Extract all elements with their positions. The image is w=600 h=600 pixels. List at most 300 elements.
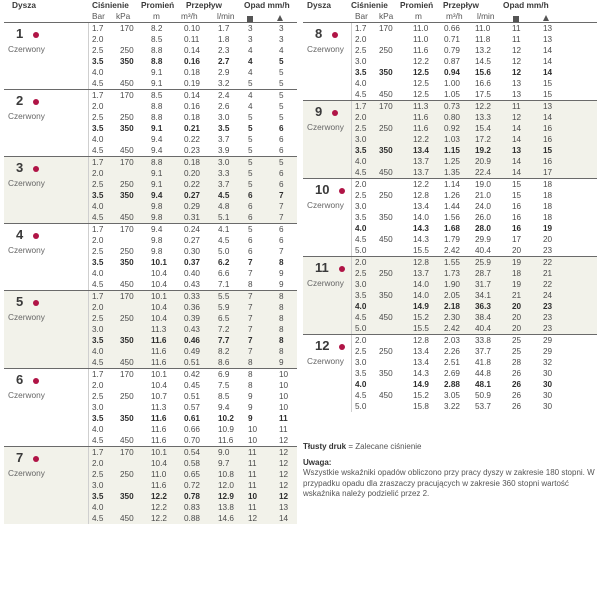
cell-m3h: 1.05 [444, 90, 460, 99]
cell-lmin: 2.3 [218, 46, 230, 55]
cell-lmin: 3.3 [218, 169, 230, 178]
cell-kpa: 350 [120, 492, 134, 501]
bold-legend [303, 442, 597, 453]
cell-sq: 25 [512, 336, 522, 345]
cell-m3h: 0.71 [444, 35, 460, 44]
cell-m3h: 0.22 [184, 180, 200, 189]
cell-kpa: 170 [120, 292, 134, 301]
nozzle-id: 11 [315, 260, 329, 275]
cell-m3h: 0.78 [184, 492, 200, 501]
table-row [303, 112, 597, 123]
cell-lmin: 6.9 [218, 370, 230, 379]
cell-sq: 11 [512, 35, 521, 44]
cell-kpa: 350 [379, 68, 393, 77]
cell-radius: 9.8 [151, 236, 163, 245]
cell-m3h: 0.57 [184, 403, 200, 412]
cell-bar: 3.5 [92, 258, 104, 267]
cell-m3h: 0.21 [184, 124, 200, 133]
cell-lmin: 34.1 [475, 291, 491, 300]
cell-kpa: 450 [120, 436, 134, 445]
cell-sq: 5 [248, 79, 253, 88]
cell-radius: 8.5 [151, 35, 163, 44]
cell-sq: 7 [248, 269, 253, 278]
cell-lmin: 36.3 [475, 302, 491, 311]
cell-sq: 4 [248, 68, 253, 77]
cell-lmin: 6.5 [218, 314, 230, 323]
cell-tri: 6 [279, 124, 284, 133]
header-nozzle-right: Dysza [307, 0, 331, 10]
cell-kpa: 250 [379, 124, 393, 133]
cell-sq: 13 [512, 79, 522, 88]
cell-lmin: 22.4 [475, 168, 491, 177]
cell-lmin: 44.8 [475, 369, 491, 378]
cell-radius: 15.2 [413, 391, 429, 400]
cell-m3h: 2.05 [444, 291, 460, 300]
cell-sq: 7 [248, 292, 253, 301]
cell-m3h: 1.79 [444, 235, 460, 244]
cell-m3h: 0.14 [184, 91, 200, 100]
cell-m3h: 2.51 [444, 358, 460, 367]
cell-lmin: 24.0 [475, 202, 491, 211]
cell-m3h: 2.18 [444, 302, 460, 311]
cell-bar: 2.5 [355, 347, 367, 356]
cell-radius: 11.6 [151, 336, 167, 345]
cell-bar: 2.0 [92, 35, 104, 44]
cell-tri: 30 [543, 391, 553, 400]
cell-tri: 16 [543, 157, 553, 166]
cell-bar: 1.7 [92, 225, 104, 234]
nozzle-color-label: Czerwony [8, 245, 45, 255]
cell-tri: 15 [543, 79, 553, 88]
cell-lmin: 8.6 [218, 358, 230, 367]
cell-bar: 4.0 [92, 68, 104, 77]
cell-radius: 11.6 [151, 425, 167, 434]
cell-radius: 10.1 [151, 370, 167, 379]
cell-lmin: 40.4 [475, 246, 491, 255]
cell-bar: 3.0 [92, 481, 104, 490]
cell-m3h: 0.87 [444, 57, 460, 66]
cell-bar: 1.7 [92, 158, 104, 167]
cell-tri: 5 [279, 68, 284, 77]
cell-bar: 4.0 [355, 302, 367, 311]
cell-radius: 11.6 [413, 46, 429, 55]
cell-bar: 3.0 [355, 57, 367, 66]
table-row [303, 368, 597, 379]
cell-sq: 14 [512, 157, 522, 166]
header-row-main-right [303, 0, 597, 11]
cell-bar: 3.0 [92, 403, 104, 412]
cell-tri: 23 [543, 313, 553, 322]
cell-tri: 4 [279, 46, 284, 55]
table-row [303, 279, 597, 290]
cell-tri: 5 [279, 102, 284, 111]
cell-radius: 13.4 [413, 358, 429, 367]
cell-radius: 8.8 [151, 158, 163, 167]
cell-kpa: 250 [379, 269, 393, 278]
cell-bar: 4.5 [92, 79, 104, 88]
cell-radius: 9.1 [151, 169, 163, 178]
cell-m3h: 1.44 [444, 202, 460, 211]
table-row [303, 56, 597, 67]
cell-m3h: 0.27 [184, 236, 200, 245]
cell-kpa: 350 [120, 57, 134, 66]
nozzle-id: 7 [16, 450, 24, 465]
cell-tri: 18 [543, 180, 553, 189]
cell-radius: 14.0 [413, 291, 429, 300]
cell-tri: 13 [543, 102, 553, 111]
table-row [4, 324, 297, 335]
cell-bar: 4.0 [355, 157, 367, 166]
cell-bar: 2.0 [92, 459, 104, 468]
table-row [4, 424, 297, 435]
table-row [303, 357, 597, 368]
cell-bar: 4.5 [92, 358, 104, 367]
table-row [303, 34, 597, 45]
nozzle-color-label: Czerwony [307, 278, 344, 288]
unit-m: m [153, 11, 160, 21]
cell-tri: 6 [279, 180, 284, 189]
cell-bar: 2.0 [92, 236, 104, 245]
cell-radius: 12.8 [413, 258, 429, 267]
cell-bar: 5.0 [355, 324, 367, 333]
cell-tri: 23 [543, 302, 553, 311]
cell-bar: 4.5 [92, 146, 104, 155]
header-radius-right: Promień [400, 0, 434, 10]
cell-m3h: 1.73 [444, 269, 460, 278]
cell-sq: 5 [248, 169, 253, 178]
cell-m3h: 0.18 [184, 68, 200, 77]
cell-lmin: 6.6 [218, 269, 230, 278]
cell-kpa: 450 [379, 235, 393, 244]
table-row [4, 302, 297, 313]
cell-tri: 13 [279, 503, 289, 512]
table-row [4, 502, 297, 513]
cell-tri: 12 [279, 481, 289, 490]
nozzle-id: 8 [315, 26, 323, 41]
cell-lmin: 12.9 [218, 492, 234, 501]
table-row [4, 335, 297, 346]
cell-sq: 6 [248, 202, 253, 211]
cell-kpa: 450 [379, 168, 393, 177]
cell-m3h: 0.30 [184, 247, 200, 256]
table-row [303, 245, 597, 256]
table-row [4, 469, 297, 480]
cell-bar: 3.0 [92, 325, 104, 334]
cell-m3h: 1.68 [444, 224, 460, 233]
cell-tri: 11 [279, 414, 288, 423]
cell-radius: 9.4 [151, 135, 163, 144]
cell-kpa: 350 [120, 124, 134, 133]
table-row [303, 101, 597, 112]
table-row [4, 123, 297, 134]
cell-tri: 20 [543, 235, 553, 244]
cell-lmin: 13.8 [218, 503, 234, 512]
cell-kpa: 350 [379, 213, 393, 222]
cell-m3h: 0.65 [184, 470, 200, 479]
cell-lmin: 5.9 [218, 303, 230, 312]
cell-tri: 29 [543, 347, 553, 356]
cell-lmin: 3.9 [218, 146, 230, 155]
cell-tri: 16 [543, 135, 553, 144]
cell-lmin: 53.7 [475, 402, 491, 411]
cell-radius: 12.5 [413, 68, 429, 77]
cell-tri: 8 [279, 303, 284, 312]
unit-kpa-right: kPa [379, 11, 394, 21]
cell-sq: 8 [248, 280, 253, 289]
table-row [303, 346, 597, 357]
cell-sq: 13 [512, 146, 522, 155]
nozzle-group-2 [4, 89, 297, 156]
cell-m3h: 1.90 [444, 280, 460, 289]
cell-bar: 2.0 [92, 303, 104, 312]
header-row-main [4, 0, 297, 11]
table-row [303, 257, 597, 268]
cell-radius: 9.8 [151, 202, 163, 211]
cell-radius: 10.4 [151, 303, 167, 312]
unit-bar-right: Bar [355, 11, 368, 21]
cell-m3h: 0.72 [184, 481, 200, 490]
table-row [4, 235, 297, 246]
cell-bar: 4.5 [92, 514, 104, 523]
cell-tri: 12 [279, 492, 289, 501]
cell-lmin: 11.6 [218, 436, 234, 445]
cell-bar: 4.5 [355, 90, 367, 99]
cell-radius: 9.8 [151, 247, 163, 256]
cell-bar: 1.7 [355, 24, 367, 33]
cell-m3h: 0.10 [184, 24, 200, 33]
nozzle-group-1 [4, 22, 297, 89]
cell-lmin: 28.7 [475, 269, 491, 278]
cell-bar: 2.5 [92, 314, 104, 323]
cell-m3h: 1.26 [444, 191, 460, 200]
cell-m3h: 2.69 [444, 369, 460, 378]
cell-m3h: 0.80 [444, 113, 460, 122]
cell-tri: 18 [543, 191, 553, 200]
cell-lmin: 50.9 [475, 391, 491, 400]
nozzle-id: 12 [315, 338, 330, 353]
cell-bar: 2.0 [92, 102, 104, 111]
cell-m3h: 0.79 [444, 46, 460, 55]
cell-tri: 7 [279, 213, 284, 222]
table-row [4, 34, 297, 45]
cell-lmin: 25.9 [475, 258, 491, 267]
cell-sq: 11 [512, 24, 521, 33]
cell-radius: 13.4 [413, 202, 429, 211]
cell-lmin: 11.8 [475, 35, 491, 44]
cell-bar: 4.0 [92, 269, 104, 278]
table-row [303, 379, 597, 390]
cell-m3h: 0.16 [184, 102, 200, 111]
cell-radius: 11.3 [151, 325, 167, 334]
cell-lmin: 28.0 [475, 224, 491, 233]
cell-radius: 13.4 [413, 146, 429, 155]
cell-m3h: 0.43 [184, 325, 200, 334]
table-row [303, 78, 597, 89]
cell-lmin: 16.6 [475, 79, 491, 88]
cell-radius: 12.2 [151, 503, 167, 512]
cell-sq: 11 [248, 481, 257, 490]
cell-tri: 30 [543, 380, 553, 389]
table-row [4, 101, 297, 112]
cell-bar: 5.0 [355, 246, 367, 255]
cell-lmin: 2.7 [218, 57, 230, 66]
cell-kpa: 450 [120, 79, 134, 88]
cell-radius: 12.2 [413, 180, 429, 189]
nozzle-id: 5 [16, 294, 24, 309]
cell-sq: 7 [248, 258, 253, 267]
cell-bar: 3.5 [92, 414, 104, 423]
cell-tri: 8 [279, 292, 284, 301]
cell-m3h: 0.40 [184, 269, 200, 278]
cell-kpa: 450 [379, 391, 393, 400]
cell-m3h: 1.35 [444, 168, 460, 177]
cell-lmin: 20.9 [475, 157, 491, 166]
cell-sq: 7 [248, 325, 253, 334]
header-pressure-right: Ciśnienie [351, 0, 388, 10]
cell-lmin: 9.4 [218, 403, 230, 412]
table-row [4, 402, 297, 413]
cell-m3h: 0.70 [184, 436, 200, 445]
cell-lmin: 3.0 [218, 113, 230, 122]
cell-tri: 5 [279, 57, 284, 66]
cell-sq: 12 [512, 68, 522, 77]
cell-tri: 12 [279, 448, 289, 457]
table-row [4, 357, 297, 368]
table-row [4, 78, 297, 89]
cell-radius: 13.7 [413, 157, 429, 166]
cell-tri: 10 [279, 370, 289, 379]
cell-m3h: 2.42 [444, 324, 460, 333]
cell-kpa: 450 [379, 313, 393, 322]
cell-bar: 3.5 [355, 369, 367, 378]
cell-sq: 16 [512, 213, 522, 222]
cell-lmin: 15.4 [475, 124, 491, 133]
cell-lmin: 29.9 [475, 235, 491, 244]
cell-tri: 7 [279, 202, 284, 211]
cell-m3h: 1.25 [444, 157, 460, 166]
cell-lmin: 31.7 [475, 280, 491, 289]
cell-tri: 10 [279, 403, 289, 412]
cell-tri: 13 [543, 35, 553, 44]
cell-tri: 23 [543, 246, 553, 255]
table-row [4, 23, 297, 34]
nozzle-id: 4 [16, 227, 24, 242]
nozzle-id: 3 [16, 160, 24, 175]
table-row [4, 279, 297, 290]
cell-lmin: 2.4 [218, 91, 230, 100]
cell-kpa: 250 [120, 247, 134, 256]
cell-m3h: 0.19 [184, 79, 200, 88]
table-row [4, 112, 297, 123]
cell-sq: 20 [512, 313, 522, 322]
cell-sq: 7 [248, 314, 253, 323]
cell-sq: 20 [512, 246, 522, 255]
table-row [4, 413, 297, 424]
table-row [303, 290, 597, 301]
cell-bar: 2.5 [355, 46, 367, 55]
cell-lmin: 14.5 [475, 57, 491, 66]
nozzle-group-9 [303, 100, 597, 178]
cell-kpa: 450 [120, 146, 134, 155]
cell-sq: 5 [248, 135, 253, 144]
cell-bar: 3.5 [92, 336, 104, 345]
cell-tri: 10 [279, 392, 289, 401]
cell-bar: 4.0 [355, 224, 367, 233]
cell-bar: 2.5 [355, 124, 367, 133]
cell-sq: 4 [248, 91, 253, 100]
nozzle-color-label: Czerwony [8, 390, 45, 400]
table-row [303, 23, 597, 34]
nozzle-group-12 [303, 334, 597, 412]
table-row [303, 390, 597, 401]
unit-kpa: kPa [116, 11, 131, 21]
cell-bar: 4.0 [92, 347, 104, 356]
nozzle-group-10 [303, 178, 597, 256]
cell-bar: 4.5 [355, 313, 367, 322]
cell-tri: 6 [279, 169, 284, 178]
cell-m3h: 3.05 [444, 391, 460, 400]
cell-bar: 5.0 [355, 402, 367, 411]
cell-radius: 10.4 [151, 381, 167, 390]
cell-kpa: 450 [120, 514, 134, 523]
table-row [4, 157, 297, 168]
table-row [4, 145, 297, 156]
cell-tri: 5 [279, 79, 284, 88]
cell-lmin: 3.7 [218, 135, 230, 144]
cell-kpa: 170 [379, 24, 393, 33]
cell-m3h: 0.58 [184, 459, 200, 468]
cell-m3h: 0.27 [184, 191, 200, 200]
table-row [4, 90, 297, 101]
unit-m3h: m³/h [181, 11, 198, 21]
cell-tri: 13 [543, 24, 553, 33]
cell-kpa: 250 [120, 113, 134, 122]
cell-lmin: 9.0 [218, 448, 230, 457]
cell-radius: 15.8 [413, 402, 429, 411]
cell-radius: 11.6 [413, 124, 429, 133]
nozzle-id: 1 [16, 26, 24, 41]
table-row [303, 201, 597, 212]
cell-tri: 12 [279, 436, 289, 445]
cell-bar: 2.5 [355, 191, 367, 200]
cell-m3h: 0.18 [184, 113, 200, 122]
cell-kpa: 170 [120, 91, 134, 100]
cell-m3h: 0.83 [184, 503, 200, 512]
cell-radius: 8.2 [151, 24, 163, 33]
table-row [4, 168, 297, 179]
cell-radius: 9.4 [151, 225, 163, 234]
cell-sq: 3 [248, 24, 253, 33]
cell-bar: 1.7 [92, 24, 104, 33]
cell-m3h: 2.88 [444, 380, 460, 389]
cell-bar: 4.5 [92, 213, 104, 222]
nozzle-group-7 [4, 446, 297, 524]
cell-lmin: 5.5 [218, 292, 230, 301]
cell-bar: 3.5 [92, 57, 104, 66]
cell-bar: 3.0 [355, 280, 367, 289]
cell-tri: 8 [279, 258, 284, 267]
warning-text: Wszystkie wskaźniki opadów obliczono przy pracy dyszy w zakresie 180 stopni. W przypadku opadu dla zraszaczy pracujących w zakresie 360 stopni wartość wskaźnika należy podzielić przez 2. [303, 468, 595, 498]
cell-sq: 5 [248, 225, 253, 234]
cell-bar: 2.5 [92, 247, 104, 256]
cell-radius: 9.4 [151, 191, 163, 200]
cell-lmin: 7.5 [218, 381, 230, 390]
cell-sq: 6 [248, 247, 253, 256]
cell-bar: 3.0 [355, 202, 367, 211]
cell-m3h: 0.18 [184, 158, 200, 167]
cell-radius: 15.5 [413, 246, 429, 255]
cell-tri: 16 [543, 124, 553, 133]
